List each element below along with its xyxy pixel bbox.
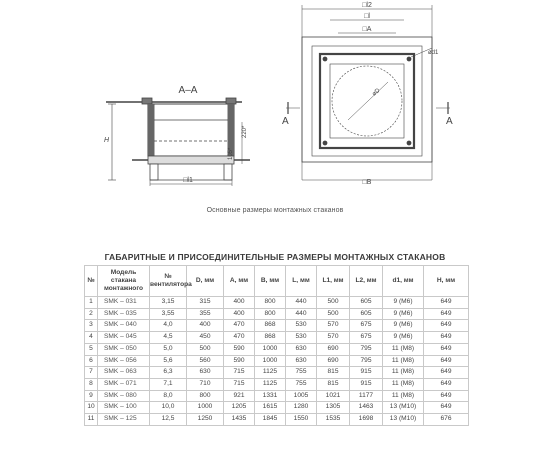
- col-l: L, мм: [286, 266, 317, 297]
- table-cell: 715: [224, 378, 255, 390]
- table-cell: 13 (M10): [383, 414, 424, 426]
- table-cell: 649: [424, 402, 469, 414]
- table-cell: 868: [255, 332, 286, 344]
- table-cell: 7: [85, 367, 98, 379]
- col-num: №: [85, 266, 98, 297]
- table-cell: 800: [187, 390, 224, 402]
- table-cell: 5: [85, 343, 98, 355]
- table-row: [85, 297, 469, 309]
- table-cell: 440: [286, 297, 317, 309]
- table-cell: 795: [350, 343, 383, 355]
- table-cell: 3,15: [150, 297, 187, 309]
- table-cell: 5,6: [150, 355, 187, 367]
- table-cell: SMK – 125: [98, 414, 150, 426]
- table-cell: 7,1: [150, 378, 187, 390]
- table-cell: SMK – 100: [98, 402, 150, 414]
- table-cell: 470: [224, 332, 255, 344]
- table-cell: 450: [187, 332, 224, 344]
- table-cell: 315: [187, 297, 224, 309]
- table-cell: 11 (M8): [383, 390, 424, 402]
- table-row: [85, 414, 469, 426]
- dim-d1: ød1: [428, 50, 439, 56]
- table-cell: 8: [85, 378, 98, 390]
- table-cell: 400: [224, 297, 255, 309]
- col-h: H, мм: [424, 266, 469, 297]
- table-cell: SMK – 063: [98, 367, 150, 379]
- table-cell: 630: [286, 355, 317, 367]
- table-cell: SMK – 040: [98, 320, 150, 332]
- table-cell: 1698: [350, 414, 383, 426]
- table-row: [85, 308, 469, 320]
- dim-105: 105*: [228, 147, 234, 160]
- table-cell: 6,3: [150, 367, 187, 379]
- table-cell: 1000: [255, 343, 286, 355]
- table-cell: 570: [317, 332, 350, 344]
- table-cell: 1125: [255, 378, 286, 390]
- table-row: [85, 355, 469, 367]
- dim-l2: □l2: [362, 2, 372, 9]
- table-cell: 800: [255, 308, 286, 320]
- table-cell: 3,55: [150, 308, 187, 320]
- table-cell: 649: [424, 297, 469, 309]
- table-cell: 530: [286, 332, 317, 344]
- table-row: [85, 367, 469, 379]
- table-cell: 649: [424, 378, 469, 390]
- table-cell: 13 (M10): [383, 402, 424, 414]
- col-l2: L2, мм: [350, 266, 383, 297]
- col-model: Модель стакана монтажного: [98, 266, 150, 297]
- table-cell: 1615: [255, 402, 286, 414]
- table-cell: 590: [224, 343, 255, 355]
- table-cell: SMK – 080: [98, 390, 150, 402]
- table-cell: 9 (M6): [383, 320, 424, 332]
- table-cell: 675: [350, 320, 383, 332]
- table-cell: SMK – 050: [98, 343, 150, 355]
- table-cell: 500: [187, 343, 224, 355]
- table-cell: 1125: [255, 367, 286, 379]
- col-fan: № вентилятора: [150, 266, 187, 297]
- mounting-box-drawing: [0, 0, 550, 215]
- table-cell: 755: [286, 378, 317, 390]
- table-cell: SMK – 031: [98, 297, 150, 309]
- table-cell: 3: [85, 320, 98, 332]
- table-cell: 921: [224, 390, 255, 402]
- table-cell: 5,0: [150, 343, 187, 355]
- table-cell: 868: [255, 320, 286, 332]
- table-cell: 8,0: [150, 390, 187, 402]
- table-cell: 1463: [350, 402, 383, 414]
- table-cell: 710: [187, 378, 224, 390]
- table-header-row: [85, 266, 469, 297]
- table-cell: 2: [85, 308, 98, 320]
- table-cell: 675: [350, 332, 383, 344]
- table-cell: 12,5: [150, 414, 187, 426]
- dim-d: øD: [371, 87, 382, 98]
- table-cell: 815: [317, 378, 350, 390]
- section-mark-right: A: [446, 116, 453, 127]
- table-cell: 4,5: [150, 332, 187, 344]
- table-cell: 590: [224, 355, 255, 367]
- drawing-caption: Основные размеры монтажных стаканов: [206, 207, 344, 214]
- table-cell: 605: [350, 308, 383, 320]
- table-cell: 1535: [317, 414, 350, 426]
- table-cell: 6: [85, 355, 98, 367]
- table-cell: 1205: [224, 402, 255, 414]
- table-cell: 9: [85, 390, 98, 402]
- col-d: D, мм: [187, 266, 224, 297]
- table-cell: 400: [224, 308, 255, 320]
- table-cell: 715: [224, 367, 255, 379]
- dim-220: 220*: [242, 125, 248, 138]
- table-cell: 530: [286, 320, 317, 332]
- table-cell: 755: [286, 367, 317, 379]
- table-cell: 649: [424, 343, 469, 355]
- table-cell: 11 (M8): [383, 355, 424, 367]
- table-cell: 440: [286, 308, 317, 320]
- dim-h: H: [104, 137, 110, 144]
- table-cell: 690: [317, 343, 350, 355]
- table-cell: 560: [187, 355, 224, 367]
- table-cell: 400: [187, 320, 224, 332]
- table-cell: 1845: [255, 414, 286, 426]
- table-cell: 1000: [255, 355, 286, 367]
- table-row: [85, 320, 469, 332]
- specs-table: [84, 265, 469, 426]
- table-cell: 1005: [286, 390, 317, 402]
- table-cell: 1000: [187, 402, 224, 414]
- table-cell: SMK – 071: [98, 378, 150, 390]
- table-cell: 500: [317, 297, 350, 309]
- table-cell: 630: [187, 367, 224, 379]
- table-cell: 470: [224, 320, 255, 332]
- table-cell: 9 (M6): [383, 308, 424, 320]
- table-cell: 10,0: [150, 402, 187, 414]
- table-cell: 649: [424, 308, 469, 320]
- table-cell: 11 (M8): [383, 378, 424, 390]
- table-cell: 500: [317, 308, 350, 320]
- table-cell: 570: [317, 320, 350, 332]
- dim-b: □B: [362, 179, 372, 186]
- table-cell: 4,0: [150, 320, 187, 332]
- table-cell: 1550: [286, 414, 317, 426]
- table-cell: 355: [187, 308, 224, 320]
- table-cell: 690: [317, 355, 350, 367]
- table-cell: 1021: [317, 390, 350, 402]
- table-row: [85, 402, 469, 414]
- table-cell: 1250: [187, 414, 224, 426]
- dim-l: □l: [364, 13, 370, 20]
- table-cell: 10: [85, 402, 98, 414]
- table-cell: 915: [350, 367, 383, 379]
- dim-l1: □l1: [183, 177, 193, 184]
- table-cell: 815: [317, 367, 350, 379]
- table-cell: 1435: [224, 414, 255, 426]
- table-cell: 915: [350, 378, 383, 390]
- table-cell: 676: [424, 414, 469, 426]
- table-cell: 795: [350, 355, 383, 367]
- section-mark-left: A: [282, 116, 289, 127]
- table-cell: 1280: [286, 402, 317, 414]
- table-title: ГАБАРИТНЫЕ И ПРИСОЕДИНИТЕЛЬНЫЕ РАЗМЕРЫ МОНТАЖНЫХ СТАКАНОВ: [104, 252, 446, 262]
- table-cell: 605: [350, 297, 383, 309]
- table-cell: 9 (M6): [383, 332, 424, 344]
- table-cell: 11 (M8): [383, 367, 424, 379]
- table-cell: 649: [424, 390, 469, 402]
- col-d1: d1, мм: [383, 266, 424, 297]
- table-cell: 800: [255, 297, 286, 309]
- table-row: [85, 378, 469, 390]
- table-cell: 9 (M6): [383, 297, 424, 309]
- table-cell: SMK – 045: [98, 332, 150, 344]
- section-label: A–A: [178, 85, 198, 96]
- table-cell: 1331: [255, 390, 286, 402]
- col-b: B, мм: [255, 266, 286, 297]
- table-cell: 649: [424, 367, 469, 379]
- table-cell: 1: [85, 297, 98, 309]
- table-row: [85, 343, 469, 355]
- table-cell: SMK – 035: [98, 308, 150, 320]
- col-a: A, мм: [224, 266, 255, 297]
- col-l1: L1, мм: [317, 266, 350, 297]
- table-cell: 1177: [350, 390, 383, 402]
- table-row: [85, 390, 469, 402]
- table-cell: 649: [424, 332, 469, 344]
- table-cell: SMK – 056: [98, 355, 150, 367]
- table-cell: 4: [85, 332, 98, 344]
- table-cell: 649: [424, 355, 469, 367]
- dim-a: □A: [362, 26, 372, 33]
- table-row: [85, 332, 469, 344]
- table-cell: 1305: [317, 402, 350, 414]
- table-cell: 630: [286, 343, 317, 355]
- table-cell: 11: [85, 414, 98, 426]
- table-cell: 11 (M8): [383, 343, 424, 355]
- table-cell: 649: [424, 320, 469, 332]
